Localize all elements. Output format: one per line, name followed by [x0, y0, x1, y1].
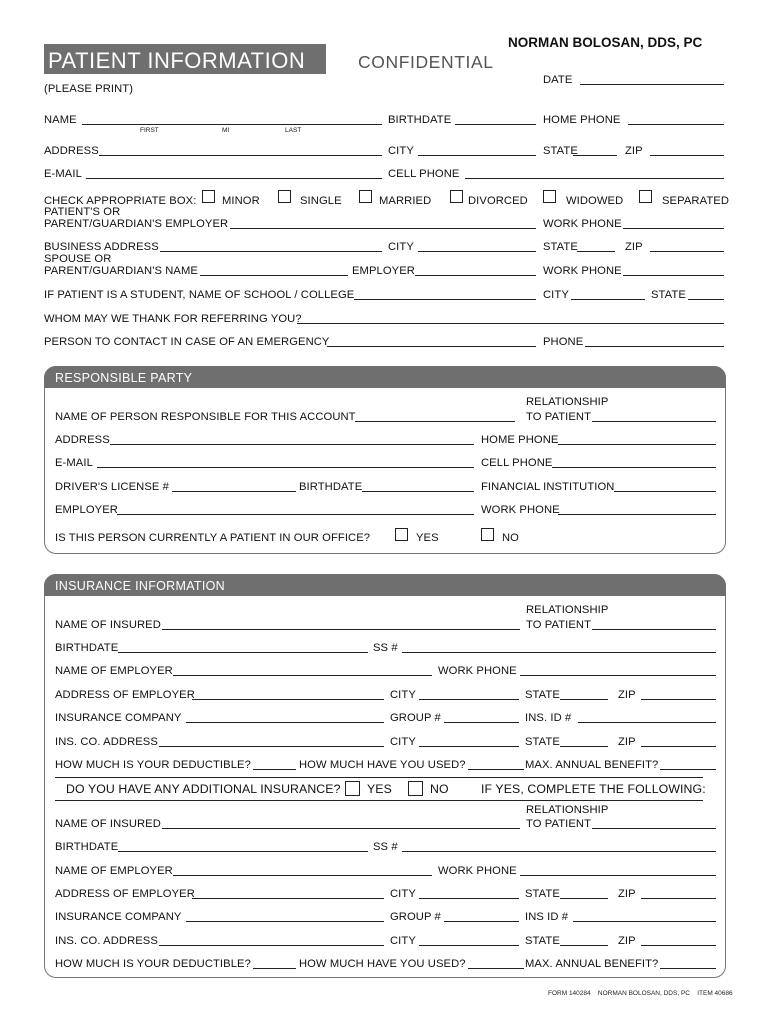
date-label: DATE: [543, 74, 573, 86]
rp-birthdate-label: BIRTHDATE: [299, 481, 363, 493]
footer: [548, 990, 733, 997]
ins-employer-address-field[interactable]: [192, 699, 384, 700]
additional-yes-checkbox[interactable]: [345, 781, 360, 796]
ins-deductible-label: HOW MUCH IS YOUR DEDUCTIBLE?: [55, 759, 251, 771]
cell-phone-field[interactable]: [465, 178, 724, 179]
cell-phone-label: CELL PHONE: [388, 168, 460, 180]
name-label: NAME: [44, 114, 77, 126]
rp-name-field[interactable]: [355, 421, 515, 422]
separated-label: SEPARATED: [662, 195, 730, 207]
email-field[interactable]: [86, 178, 382, 179]
school-city-label: CITY: [543, 289, 569, 301]
address-label: ADDRESS: [44, 145, 99, 157]
emergency-phone-label: PHONE: [543, 336, 584, 348]
business-state-label: STATE: [543, 241, 578, 253]
emergency-phone-field[interactable]: [585, 346, 724, 347]
rp-relationship-label: RELATIONSHIP: [526, 396, 609, 408]
ins2-work-phone-field[interactable]: [520, 875, 716, 876]
ins-id-label: INS. ID #: [525, 712, 572, 724]
single-checkbox[interactable]: [278, 190, 291, 203]
additional-no-label: NO: [430, 782, 449, 796]
work-phone-label: WORK PHONE: [543, 218, 622, 230]
ins2-co-city-label: CITY: [390, 935, 416, 947]
city-label: CITY: [388, 145, 414, 157]
ins2-to-patient-label: TO PATIENT: [526, 818, 592, 830]
zip-field[interactable]: [650, 155, 724, 156]
email-label: E-MAIL: [44, 168, 82, 180]
ins-relationship-field[interactable]: [592, 629, 716, 630]
ins-max-benefit-label: MAX. ANNUAL BENEFIT?: [525, 759, 659, 771]
rp-yes-checkbox[interactable]: [395, 528, 408, 541]
ins-ss-label: SS #: [373, 642, 398, 654]
ins2-id-field[interactable]: [573, 921, 716, 922]
state-field[interactable]: [573, 155, 617, 156]
ins2-ss-field[interactable]: [402, 851, 716, 852]
emergency-label: PERSON TO CONTACT IN CASE OF AN EMERGENCY: [44, 336, 330, 348]
practice-name: NORMAN BOLOSAN, DDS, PC: [508, 35, 703, 50]
rp-name-label: NAME OF PERSON RESPONSIBLE FOR THIS ACCOUNT: [55, 411, 356, 423]
ins-employer-label: NAME OF EMPLOYER: [55, 665, 173, 677]
divorced-label: DIVORCED: [468, 195, 528, 207]
rp-home-phone-field[interactable]: [558, 444, 716, 445]
ins2-employer-address-label: ADDRESS OF EMPLOYER: [55, 888, 195, 900]
ins2-co-address-field[interactable]: [159, 945, 384, 946]
ins-birthdate-field[interactable]: [118, 652, 368, 653]
divider-bottom: [55, 800, 703, 801]
guardian-employer-field[interactable]: [230, 228, 536, 229]
ins2-co-state-field[interactable]: [560, 945, 608, 946]
rp-email-label: E-MAIL: [55, 457, 93, 469]
rp-birthdate-field[interactable]: [362, 491, 474, 492]
confidential-label: CONFIDENTIAL: [358, 52, 494, 72]
footer-form-number: FORM 140284: [548, 990, 591, 997]
ins2-relationship-label: RELATIONSHIP: [526, 804, 609, 816]
business-address-label: BUSINESS ADDRESS: [44, 241, 159, 253]
date-field[interactable]: [580, 84, 724, 85]
referral-field[interactable]: [297, 323, 724, 324]
rp-license-field[interactable]: [172, 491, 296, 492]
ins-company-field[interactable]: [186, 722, 384, 723]
ins2-employer-field[interactable]: [173, 875, 432, 876]
ins-company-label: INSURANCE COMPANY: [55, 712, 182, 724]
ins-co-city-field[interactable]: [419, 746, 519, 747]
married-checkbox[interactable]: [359, 190, 372, 203]
page-title: PATIENT INFORMATION: [48, 48, 306, 73]
divider-top: [55, 777, 703, 778]
city-field[interactable]: [418, 155, 536, 156]
school-state-label: STATE: [651, 289, 686, 301]
ins-group-field[interactable]: [444, 722, 519, 723]
ins2-used-field[interactable]: [468, 968, 524, 969]
birthdate-label: BIRTHDATE: [388, 114, 452, 126]
please-print: (PLEASE PRINT): [44, 83, 134, 95]
ins-co-zip-field[interactable]: [641, 746, 716, 747]
rp-work-phone-label: WORK PHONE: [481, 504, 560, 516]
single-label: SINGLE: [300, 195, 342, 207]
last-sublabel: LAST: [285, 127, 302, 134]
ins-city-label: CITY: [390, 689, 416, 701]
ins-zip-field[interactable]: [641, 699, 716, 700]
ins-ss-field[interactable]: [402, 652, 716, 653]
ins-co-state-label: STATE: [525, 736, 560, 748]
rp-no-checkbox[interactable]: [481, 528, 494, 541]
ins2-zip-field[interactable]: [641, 898, 716, 899]
ins2-max-benefit-label: MAX. ANNUAL BENEFIT?: [525, 958, 659, 970]
ins2-zip-label: ZIP: [618, 888, 636, 900]
ins-to-patient-label: TO PATIENT: [526, 619, 592, 631]
ins2-group-label: GROUP #: [390, 911, 441, 923]
rp-address-field[interactable]: [110, 444, 474, 445]
ins-co-zip-label: ZIP: [618, 736, 636, 748]
widowed-label: WIDOWED: [566, 195, 624, 207]
ins2-co-zip-field[interactable]: [641, 945, 716, 946]
ins-employer-field[interactable]: [173, 675, 432, 676]
spouse-work-phone-field[interactable]: [623, 275, 724, 276]
responsible-party-section: [44, 366, 726, 554]
patients-or-label: PATIENT'S OR: [44, 206, 121, 218]
rp-employer-label: EMPLOYER: [55, 504, 118, 516]
ins2-deductible-label: HOW MUCH IS YOUR DEDUCTIBLE?: [55, 958, 251, 970]
rp-email-field[interactable]: [97, 467, 474, 468]
married-label: MARRIED: [379, 195, 432, 207]
business-city-field[interactable]: [418, 251, 536, 252]
widowed-checkbox[interactable]: [543, 190, 556, 203]
ins-deductible-field[interactable]: [253, 769, 296, 770]
ins-max-benefit-field[interactable]: [660, 769, 716, 770]
ins2-city-label: CITY: [390, 888, 416, 900]
ins-co-address-field[interactable]: [159, 746, 384, 747]
ins-id-field[interactable]: [578, 722, 716, 723]
footer-item: ITEM 40686: [697, 990, 733, 997]
minor-label: MINOR: [222, 195, 260, 207]
ins2-id-label: INS ID #: [525, 911, 569, 923]
ins-work-phone-label: WORK PHONE: [438, 665, 517, 677]
ins2-relationship-field[interactable]: [592, 828, 716, 829]
ins-work-phone-field[interactable]: [520, 675, 716, 676]
ins2-co-zip-label: ZIP: [618, 935, 636, 947]
ins-city-field[interactable]: [419, 699, 519, 700]
emergency-field[interactable]: [327, 346, 536, 347]
school-field[interactable]: [354, 299, 536, 300]
address-field[interactable]: [99, 155, 382, 156]
rp-yes-label: YES: [416, 532, 439, 544]
ins2-birthdate-field[interactable]: [118, 851, 368, 852]
business-zip-field[interactable]: [650, 251, 724, 252]
student-label: IF PATIENT IS A STUDENT, NAME OF SCHOOL / COLLEGE: [44, 289, 355, 301]
ins-co-address-label: INS. CO. ADDRESS: [55, 736, 158, 748]
ins2-name-field[interactable]: [162, 828, 520, 829]
additional-yes-label: YES: [367, 782, 392, 796]
business-address-field[interactable]: [160, 251, 382, 252]
ins2-state-label: STATE: [525, 888, 560, 900]
school-state-field[interactable]: [688, 299, 724, 300]
rp-current-patient-label: IS THIS PERSON CURRENTLY A PATIENT IN OUR OFFICE?: [55, 532, 371, 544]
ins2-deductible-field[interactable]: [253, 968, 296, 969]
footer-practice: NORMAN BOLOSAN, DDS, PC: [597, 990, 690, 997]
ins2-ss-label: SS #: [373, 841, 398, 853]
rp-cell-phone-field[interactable]: [552, 467, 716, 468]
ins2-company-label: INSURANCE COMPANY: [55, 911, 182, 923]
ins2-birthdate-label: BIRTHDATE: [55, 841, 119, 853]
ins-name-field[interactable]: [162, 629, 520, 630]
school-city-field[interactable]: [571, 299, 645, 300]
ins2-city-field[interactable]: [419, 898, 519, 899]
state-label: STATE: [543, 145, 578, 157]
rp-no-label: NO: [502, 532, 519, 544]
ins-state-label: STATE: [525, 689, 560, 701]
name-field[interactable]: [82, 124, 382, 125]
ins-employer-address-label: ADDRESS OF EMPLOYER: [55, 689, 195, 701]
ins2-company-field[interactable]: [186, 921, 384, 922]
spouse-employer-label: EMPLOYER: [352, 265, 415, 277]
ins2-co-city-field[interactable]: [419, 945, 519, 946]
mi-sublabel: MI: [222, 127, 230, 134]
if-yes-label: IF YES, COMPLETE THE FOLLOWING:: [481, 782, 706, 796]
zip-label: ZIP: [625, 145, 643, 157]
ins-zip-label: ZIP: [618, 689, 636, 701]
spouse-employer-field[interactable]: [415, 275, 536, 276]
check-box-label: CHECK APPROPRIATE BOX:: [44, 195, 197, 207]
home-phone-field[interactable]: [628, 124, 724, 125]
ins2-employer-label: NAME OF EMPLOYER: [55, 865, 173, 877]
ins2-name-label: NAME OF INSURED: [55, 818, 161, 830]
ins-used-field[interactable]: [468, 769, 524, 770]
responsible-party-title: RESPONSIBLE PARTY: [55, 371, 193, 385]
spouse-or-label: SPOUSE OR: [44, 253, 112, 265]
first-sublabel: FIRST: [140, 127, 159, 134]
rp-relationship-field[interactable]: [592, 421, 716, 422]
home-phone-label: HOME PHONE: [543, 114, 621, 126]
rp-home-phone-label: HOME PHONE: [481, 434, 559, 446]
ins2-used-label: HOW MUCH HAVE YOU USED?: [299, 958, 466, 970]
divorced-checkbox[interactable]: [450, 190, 463, 203]
work-phone-field[interactable]: [623, 228, 724, 229]
spouse-work-phone-label: WORK PHONE: [543, 265, 622, 277]
rp-employer-field[interactable]: [117, 514, 474, 515]
ins2-state-field[interactable]: [560, 898, 608, 899]
referral-label: WHOM MAY WE THANK FOR REFERRING YOU?: [44, 313, 302, 325]
guardian-name-label: PARENT/GUARDIAN'S NAME: [44, 265, 198, 277]
rp-work-phone-field[interactable]: [558, 514, 716, 515]
business-zip-label: ZIP: [625, 241, 643, 253]
ins2-work-phone-label: WORK PHONE: [438, 865, 517, 877]
guardian-employer-label: PARENT/GUARDIAN'S EMPLOYER: [44, 218, 229, 230]
additional-no-checkbox[interactable]: [408, 781, 423, 796]
ins-co-state-field[interactable]: [560, 746, 608, 747]
insurance-title: INSURANCE INFORMATION: [55, 579, 225, 593]
ins-state-field[interactable]: [560, 699, 608, 700]
ins-name-label: NAME OF INSURED: [55, 619, 161, 631]
ins-co-city-label: CITY: [390, 736, 416, 748]
ins2-group-field[interactable]: [444, 921, 519, 922]
ins-used-label: HOW MUCH HAVE YOU USED?: [299, 759, 466, 771]
minor-checkbox[interactable]: [202, 190, 215, 203]
ins-group-label: GROUP #: [390, 712, 441, 724]
business-city-label: CITY: [388, 241, 414, 253]
ins2-employer-address-field[interactable]: [192, 898, 384, 899]
rp-address-label: ADDRESS: [55, 434, 110, 446]
guardian-name-field[interactable]: [200, 275, 348, 276]
rp-to-patient-label: TO PATIENT: [526, 411, 592, 423]
business-state-field[interactable]: [577, 251, 615, 252]
rp-financial-label: FINANCIAL INSTITUTION: [481, 481, 615, 493]
ins-birthdate-label: BIRTHDATE: [55, 642, 119, 654]
additional-insurance-label: DO YOU HAVE ANY ADDITIONAL INSURANCE?: [66, 782, 341, 796]
birthdate-field[interactable]: [455, 124, 536, 125]
rp-financial-field[interactable]: [614, 491, 716, 492]
ins2-co-address-label: INS. CO. ADDRESS: [55, 935, 158, 947]
ins2-co-state-label: STATE: [525, 935, 560, 947]
ins-relationship-label: RELATIONSHIP: [526, 604, 609, 616]
separated-checkbox[interactable]: [639, 190, 652, 203]
rp-license-label: DRIVER'S LICENSE #: [55, 481, 169, 493]
rp-cell-phone-label: CELL PHONE: [481, 457, 553, 469]
ins2-max-benefit-field[interactable]: [660, 968, 716, 969]
